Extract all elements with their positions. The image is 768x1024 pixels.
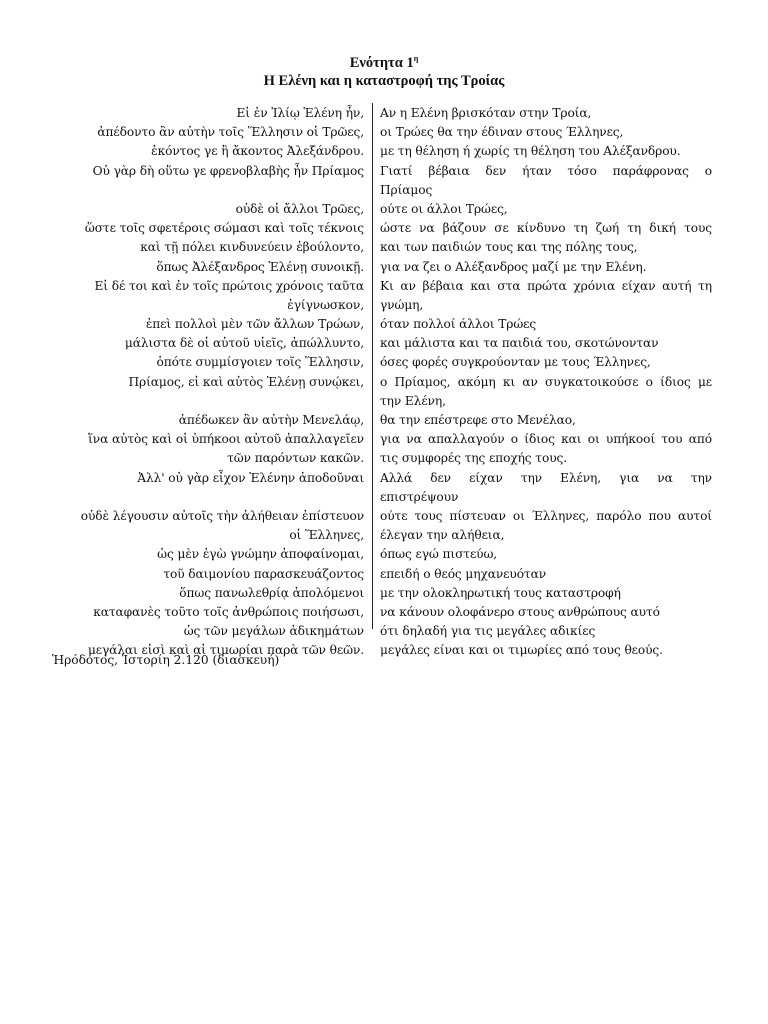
translation-line: για να ζει ο Αλέξανδρος μαζί με την Ελένη. [380,259,647,274]
ancient-line [40,488,364,507]
ancient-line: ὡς τῶν μεγάλων ἀδικημάτων [183,624,364,639]
translation-line: έλεγαν την αλήθεια, [380,528,505,543]
ancient-line: ἵνα αὐτὸς καὶ οἱ ὑπήκοοι αὐτοῦ ἀπαλλαγεῖεν [88,432,364,447]
page-subtitle: Η Ελένη και η καταστροφή της Τροίας [263,73,505,89]
ancient-line: οὐδὲ λέγουσιν αὐτοῖς τὴν ἀλήθειαν ἐπίστευον [80,508,364,523]
unit-title [0,54,768,73]
ancient-line: ὅπως Ἀλέξανδρος Ἑλένῃ συνοικῇ. [156,259,364,274]
translation-line: θα την επέστρεφε στο Μενέλαο, [380,413,576,427]
unit-title-text: Ενότητα 1 [349,55,414,71]
ancient-line: ἀπέδοντο ἂν αὐτὴν τοῖς Ἕλλησιν οἱ Τρῶες, [97,125,364,140]
ancient-line: ὥστε τοῖς σφετέροις σώμασι καὶ τοῖς τέκνοις [84,221,364,236]
translation-line: ώστε να βάζουν σε κίνδυνο τη ζωή τη δική τους [380,221,712,236]
ancient-line: ἀπέδωκεν ἂν αὐτὴν Μενελάῳ, [178,413,364,427]
translation-line: γνώμη, [380,297,424,312]
translation-line: ο Πρίαμος, ακόμη κι αν συγκατοικούσε ο ίδιος με [380,374,712,389]
ancient-line: Οὐ γὰρ δὴ οὕτω γε φρενοβλαβὴς ἦν Πρίαμος [92,163,364,178]
ancient-line: ἐπεὶ πολλοὶ μὲν τῶν ἄλλων Τρώων, [145,317,364,332]
translation-line: Κι αν βέβαια και στα πρώτα χρόνια είχαν αυτή τη [380,278,712,293]
translation-line: και μάλιστα και τα παιδιά του, σκοτώνονταν [380,336,659,351]
ancient-line: Εἰ ἐν Ἰλίῳ Ἑλένη ἦν, [236,106,364,120]
translation-line: να κάνουν ολοφάνερο στους ανθρώπους αυτό [380,604,660,619]
ancient-line: οἱ Ἕλληνες, [289,528,364,543]
ancient-line [40,392,364,411]
modern-translation-column [380,104,712,660]
ancient-line: καὶ τῇ πόλει κινδυνεύειν ἐβούλοντο, [140,240,364,255]
translation-line: επιστρέψουν [380,489,459,504]
translation-line: οι Τρώες θα την έδιναν στους Έλληνες, [380,125,624,140]
ancient-line: μεγάλαι εἰσὶ καὶ αἱ τιμωρίαι παρὰ τῶν θεῶν. [87,643,364,658]
ancient-line: ὅπως πανωλεθρίᾳ ἀπολόμενοι [179,585,364,600]
translation-line: Πρίαμος [380,182,433,197]
ancient-line [40,181,364,200]
translation-line: με τη θέληση ή χωρίς τη θέληση του Αλέξανδρου. [380,144,681,159]
ancient-line: ἑκόντος γε ἢ ἄκοντος Ἀλεξάνδρου. [151,144,364,159]
ancient-line: τῶν παρόντων κακῶν. [227,451,364,466]
ancient-line: ἐγίγνωσκον, [287,297,364,312]
ancient-text-column [40,104,364,660]
translation-line: όσες φορές συγκρούονταν με τους Έλληνες, [380,355,651,370]
ancient-line: Πρίαμος, εἰ καὶ αὐτὸς Ἑλένῃ συνῴκει, [128,374,364,389]
translation-line: Αλλά δεν είχαν την Ελένη, για να την [380,470,712,485]
column-divider [372,103,373,629]
translation-line: για να απαλλαγούν ο ίδιος και οι υπήκοοί του από [380,432,712,447]
ancient-line: οὐδὲ οἱ ἄλλοι Τρῶες, [235,201,364,216]
source-citation: Ἡρόδοτος, Ἱστορίη 2.120 (διασκευή) [52,653,280,667]
translation-line: ούτε οι άλλοι Τρώες, [380,201,508,216]
ancient-line: καταφανὲς τοῦτο τοῖς ἀνθρώποις ποιήσωσι, [93,604,364,619]
translation-line: Γιατί βέβαια δεν ήταν τόσο παράφρονας ο [380,163,712,178]
translation-line: με την ολοκληρωτική τους καταστροφή [380,585,621,600]
translation-line: Αν η Ελένη βρισκόταν στην Τροία, [380,106,592,120]
translation-line: την Ελένη, [380,393,446,408]
ancient-line: Ἀλλ' οὐ γὰρ εἶχον Ἑλένην ἀποδοῦναι [137,470,364,485]
ancient-line: ὡς μὲν ἐγὼ γνώμην ἀποφαίνομαι, [157,547,364,562]
ancient-line: τοῦ δαιμονίου παρασκευάζοντος [163,566,364,581]
translation-line: ότι δηλαδή για τις μεγάλες αδικίες [380,624,596,639]
translation-line: όπως εγώ πιστεύω, [380,547,498,562]
translation-line: επειδή ο θεός μηχανευόταν [380,566,547,581]
ancient-line: Εἰ δέ τοι καὶ ἐν τοῖς πρώτοις χρόνοις ταῦτα [94,278,364,293]
translation-line: τις συμφορές της εποχής τους. [380,451,568,466]
translation-line: και των παιδιών τους και της πόλης τους, [380,240,638,255]
ancient-line: μάλιστα δὲ οἱ αὐτοῦ υἱεῖς, ἀπώλλυντο, [124,336,364,351]
unit-title-superscript: η [413,54,419,64]
translation-line: όταν πολλοί άλλοι Τρώες [380,317,537,332]
ancient-line: ὁπότε συμμίσγοιεν τοῖς Ἕλλησιν, [156,355,364,370]
translation-line: ούτε τους πίστευαν οι Έλληνες, παρόλο που αυτοί [380,508,712,523]
translation-line: μεγάλες είναι και οι τιμωρίες από τους θεούς. [380,643,663,658]
